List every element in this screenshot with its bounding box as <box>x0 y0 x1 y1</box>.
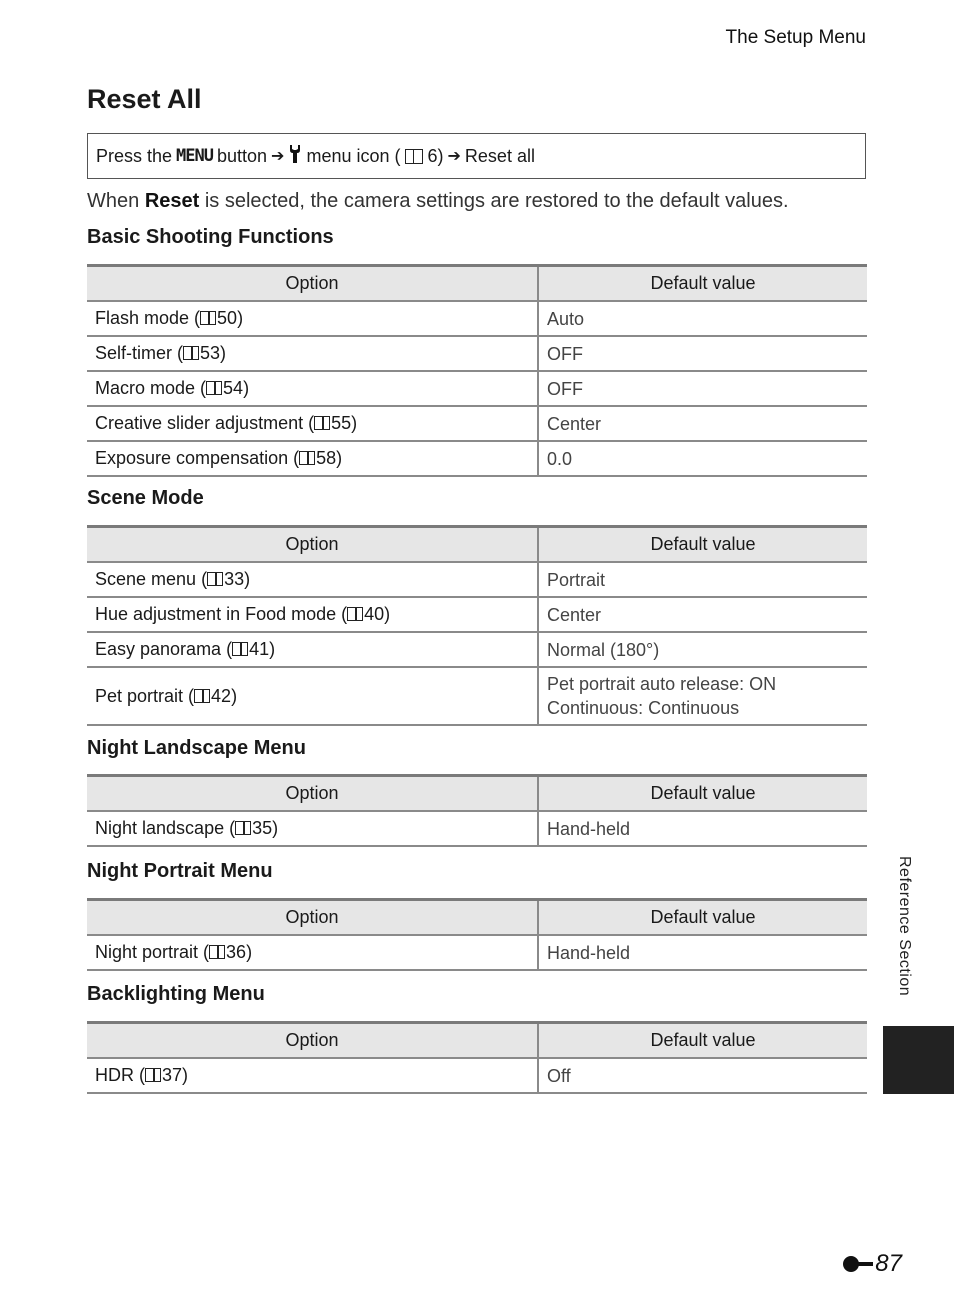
nav-button-text: button <box>217 145 268 166</box>
default-value-cell: Portrait <box>538 562 867 597</box>
option-cell: HDR ( 37) <box>87 1058 538 1093</box>
arrow-icon: ➔ <box>271 148 285 165</box>
column-header-option: Option <box>87 1023 538 1059</box>
column-header-default: Default value <box>538 900 867 936</box>
table-row <box>87 336 867 371</box>
e-reference-icon <box>843 1254 873 1274</box>
default-value-line: Continuous: Continuous <box>547 698 740 718</box>
defaults-table <box>87 525 867 726</box>
table-row <box>87 811 867 846</box>
option-cell: Easy panorama ( 41) <box>87 632 538 667</box>
menu-path-box <box>87 133 866 179</box>
book-reference-icon <box>183 346 199 360</box>
book-reference-icon <box>206 381 222 395</box>
section-title: Scene Mode <box>87 487 204 509</box>
default-value-cell: Auto <box>538 301 867 336</box>
defaults-table <box>87 1021 867 1094</box>
default-value-cell: Off <box>538 1058 867 1093</box>
book-reference-icon <box>347 607 363 621</box>
table-row <box>87 441 867 476</box>
default-value-cell: OFF <box>538 371 867 406</box>
option-cell: Flash mode ( 50) <box>87 301 538 336</box>
nav-menu-icon-text: menu icon ( <box>306 145 401 166</box>
column-header-option: Option <box>87 527 538 563</box>
default-value-line: Pet portrait auto release: ON <box>547 674 777 694</box>
default-value-cell: Hand-held <box>538 811 867 846</box>
default-value-cell: Center <box>538 597 867 632</box>
option-cell: Night landscape ( 35) <box>87 811 538 846</box>
default-value-cell: OFF <box>538 336 867 371</box>
table-row <box>87 1058 867 1093</box>
book-reference-icon <box>235 821 251 835</box>
table-row <box>87 406 867 441</box>
table-row <box>87 632 867 667</box>
nav-ref: 6) <box>427 145 444 166</box>
option-cell: Pet portrait ( 42) <box>87 667 538 725</box>
default-value-cell: 0.0 <box>538 441 867 476</box>
option-cell: Hue adjustment in Food mode ( 40) <box>87 597 538 632</box>
table-row <box>87 562 867 597</box>
book-reference-icon <box>405 149 423 164</box>
page-title: Reset All <box>87 84 202 114</box>
section-title: Basic Shooting Functions <box>87 226 334 248</box>
column-header-default: Default value <box>538 266 867 302</box>
intro-post: is selected, the camera settings are restored to the default values. <box>204 190 789 212</box>
defaults-table <box>87 264 867 477</box>
nav-press-text: Press the <box>96 145 173 166</box>
book-reference-icon <box>209 945 225 959</box>
page-number-text: 87 <box>875 1250 902 1277</box>
default-value-cell: Hand-held <box>538 935 867 970</box>
section-title: Night Portrait Menu <box>87 860 273 882</box>
intro-bold: Reset <box>144 190 200 212</box>
defaults-table <box>87 898 867 971</box>
option-cell: Creative slider adjustment ( 55) <box>87 406 538 441</box>
section-title: Night Landscape Menu <box>87 737 306 759</box>
table-row <box>87 935 867 970</box>
section-title: Backlighting Menu <box>87 983 265 1005</box>
column-header-option: Option <box>87 266 538 302</box>
nav-reset-all: Reset all <box>464 145 535 166</box>
option-cell: Macro mode ( 54) <box>87 371 538 406</box>
book-reference-icon <box>145 1068 161 1082</box>
option-cell: Exposure compensation ( 58) <box>87 441 538 476</box>
column-header-option: Option <box>87 776 538 812</box>
book-reference-icon <box>314 416 330 430</box>
section-side-label: Reference Section <box>896 856 913 997</box>
table-row <box>87 597 867 632</box>
option-cell: Night portrait ( 36) <box>87 935 538 970</box>
intro-pre: When <box>87 190 140 212</box>
default-value-cell <box>538 667 867 725</box>
arrow-icon: ➔ <box>447 148 461 165</box>
book-reference-icon <box>194 689 210 703</box>
book-reference-icon <box>299 451 315 465</box>
intro-text <box>87 190 789 213</box>
running-header: The Setup Menu <box>725 27 866 48</box>
column-header-default: Default value <box>538 527 867 563</box>
page-number <box>843 1250 902 1278</box>
menu-button-label: MENU <box>176 146 213 166</box>
default-value-cell: Normal (180°) <box>538 632 867 667</box>
wrench-icon <box>288 144 302 169</box>
table-row <box>87 301 867 336</box>
option-cell: Scene menu ( 33) <box>87 562 538 597</box>
book-reference-icon <box>232 642 248 656</box>
option-cell: Self-timer ( 53) <box>87 336 538 371</box>
section-tab-marker <box>883 1026 954 1094</box>
book-reference-icon <box>207 572 223 586</box>
book-reference-icon <box>200 311 216 325</box>
table-row <box>87 667 867 725</box>
column-header-default: Default value <box>538 1023 867 1059</box>
defaults-table <box>87 774 867 847</box>
table-row <box>87 371 867 406</box>
column-header-default: Default value <box>538 776 867 812</box>
default-value-cell: Center <box>538 406 867 441</box>
column-header-option: Option <box>87 900 538 936</box>
